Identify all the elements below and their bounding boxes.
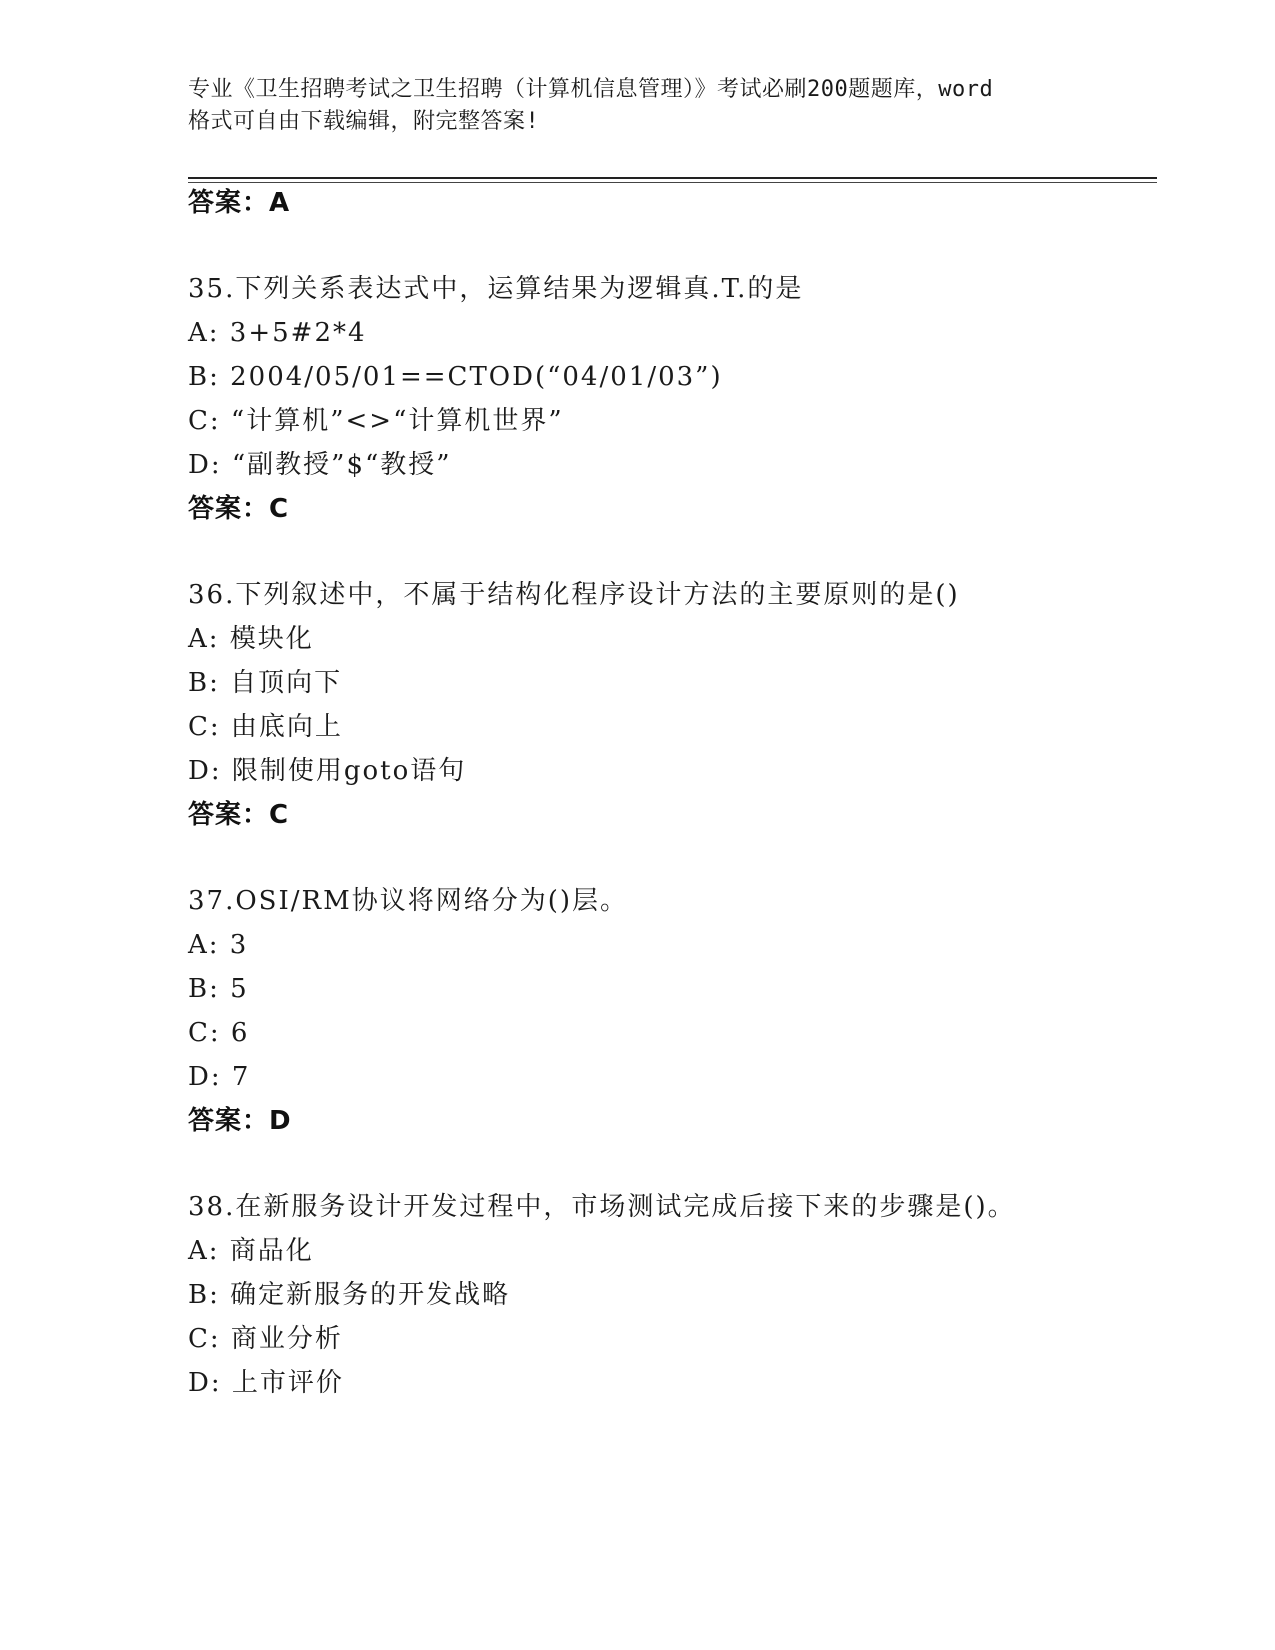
option-38-d: D: 上市评价 xyxy=(188,1368,344,1398)
option-37-d: D: 7 xyxy=(188,1062,251,1092)
header-line-2: 格式可自由下载编辑，附完整答案! xyxy=(188,109,540,134)
option-35-c: C: “计算机”<>“计算机世界” xyxy=(188,406,564,436)
header-line-1: 专业《卫生招聘考试之卫生招聘（计算机信息管理）》考试必刷200题题库，word xyxy=(188,77,994,102)
option-35-a: A: 3+5#2*4 xyxy=(188,318,367,348)
option-37-c: C: 6 xyxy=(188,1018,250,1048)
question-36: 36.下列叙述中，不属于结构化程序设计方法的主要原则的是() xyxy=(188,580,960,610)
document-header xyxy=(188,74,1088,138)
answer-36: 答案：C xyxy=(188,800,290,830)
previous-answer: 答案：A xyxy=(188,188,291,218)
header-rule-thin xyxy=(188,182,1157,183)
option-35-b: B: 2004/05/01==CTOD(“04/01/03”) xyxy=(188,362,723,392)
header-rule-thick xyxy=(188,177,1157,179)
question-35: 35.下列关系表达式中，运算结果为逻辑真.T.的是 xyxy=(188,274,804,304)
option-38-a: A: 商品化 xyxy=(188,1236,314,1266)
option-36-a: A: 模块化 xyxy=(188,624,314,654)
option-36-b: B: 自顶向下 xyxy=(188,668,343,698)
option-38-b: B: 确定新服务的开发战略 xyxy=(188,1280,511,1310)
question-37: 37.OSI/RM协议将网络分为()层。 xyxy=(188,886,628,916)
option-37-b: B: 5 xyxy=(188,974,249,1004)
option-37-a: A: 3 xyxy=(188,930,249,960)
question-38: 38.在新服务设计开发过程中，市场测试完成后接下来的步骤是()。 xyxy=(188,1192,1016,1222)
option-36-c: C: 由底向上 xyxy=(188,712,343,742)
answer-37: 答案：D xyxy=(188,1106,292,1136)
option-38-c: C: 商业分析 xyxy=(188,1324,343,1354)
option-35-d: D: “副教授”$“教授” xyxy=(188,450,452,480)
answer-35: 答案：C xyxy=(188,494,290,524)
option-36-d: D: 限制使用goto语句 xyxy=(188,756,467,786)
